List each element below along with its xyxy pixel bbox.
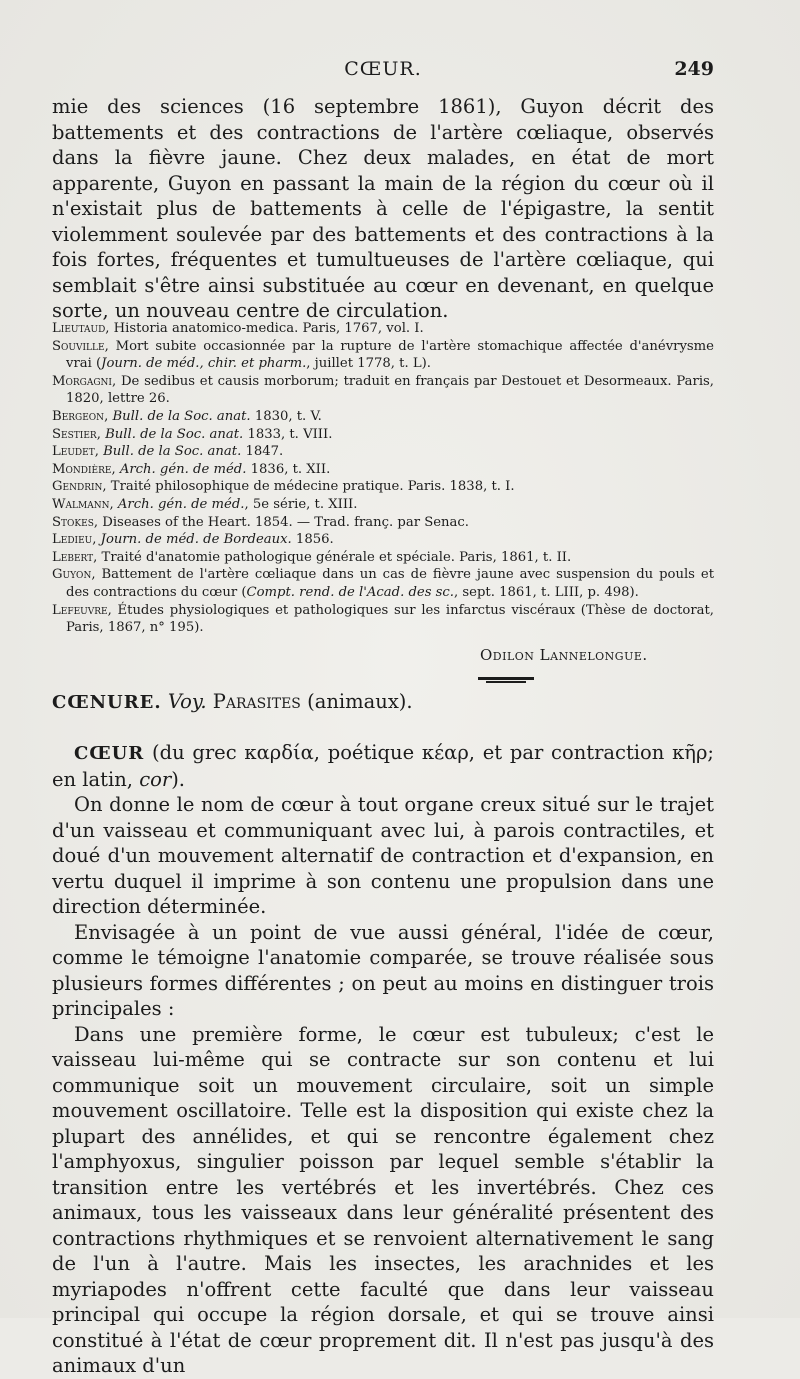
author-signature: Odilon Lannelongue. — [480, 646, 648, 664]
signature-rule — [486, 681, 526, 683]
bib-entry: Ledieu, Journ. de méd. de Bordeaux. 1856. — [52, 532, 334, 548]
latin-term: cor — [139, 767, 172, 791]
bibliography — [52, 320, 714, 637]
running-title: CŒUR. — [344, 58, 422, 80]
entry-headword: CŒUR — [74, 743, 145, 764]
paragraph-text: mie des sciences (16 septembre 1861), Guyon décrit des battements et des contractions de l'artère cœliaque, observés dans la fièvre jaune. Chez deux malades, en état de mort apparente, Guyon en passant la main de la région du cœur où il n'existait plus de battements à celle de l'épigastre, la sentit violemment soulevée par des battements et des contractions à la fois fortes, fréquentes et tumultueuses de l'artère cœliaque, qui semblait s'être ainsi substituée au cœur en devenant, en quelque sorte, un nouveau centre de circulation. — [52, 95, 714, 322]
bib-entry: Lieutaud, Historia anatomico-medica. Paris, 1767, vol. I. — [52, 321, 424, 336]
cross-reference-qualifier: (animaux). — [307, 690, 413, 713]
coeur-entry — [52, 740, 714, 1379]
paragraph: On donne le nom de cœur à tout organe creux situé sur le trajet d'un vaisseau et communiquant avec lui, à parois contractiles, et doué d'un mouvement alternatif de contraction et d'expansion, en vertu duquel il imprime à son contenu une propulsion dans une direction déterminée. — [52, 793, 714, 918]
etymology: (du grec καρδία, poétique κέαρ, et par contraction κῆρ; en latin, — [52, 741, 714, 791]
bib-entry: Stokes, Diseases of the Heart. 1854. — Trad. franç. par Senac. — [52, 514, 469, 530]
cross-reference-link[interactable]: Parasites — [212, 690, 301, 713]
page-header — [52, 58, 714, 84]
bib-entry: Lefeuvre, Études physiologiques et pathologiques sur les infarctus viscéraux (Thèse de doctorat, Paris, 1867, n° 195). — [52, 602, 714, 636]
bib-entry: Morgagni, De sedibus et causis morborum; traduit en français par Destouet et Desormeaux. Paris, 1820, lettre 26. — [52, 373, 714, 407]
bib-entry: Souville, Mort subite occasionnée par la rupture de l'artère stomachique affectée d'anévrysme vrai (Journ. de méd., chir. et pharm., juillet 1778, t. L). — [52, 338, 714, 372]
bib-entry: Gendrin, Traité philosophique de médecine pratique. Paris. 1838, t. I. — [52, 479, 515, 495]
paragraph: Envisagée à un point de vue aussi général, l'idée de cœur, comme le témoigne l'anatomie comparée, se trouve réalisée sous plusieurs formes différentes ; on peut au moins en distinguer trois principales : — [52, 920, 714, 1020]
bib-entry: Bergeon, Bull. de la Soc. anat. 1830, t. V. — [52, 408, 322, 424]
bib-entry: Mondière, Arch. gén. de méd. 1836, t. XII. — [52, 461, 331, 477]
coeur-heading: CŒUR (du grec καρδία, poétique κέαρ, et par contraction κῆρ; en latin, cor). — [52, 741, 714, 791]
page-number: 249 — [674, 58, 714, 80]
bib-entry: Lebert, Traité d'anatomie pathologique générale et spéciale. Paris, 1861, t. II. — [52, 549, 572, 565]
see-reference: Voy. — [167, 690, 207, 713]
paragraph: Dans une première forme, le cœur est tubuleux; c'est le vaisseau lui-même qui se contracte sur son contenu et lui communique soit un mouvement circulaire, soit un simple mouvement oscillatoire. Telle est la disposition qui existe chez la plupart des annélides, et qui se rencontre également chez l'amphyoxus, singulier poisson par lequel semble s'établir la transition entre les vertébrés et les invertébrés. Chez ces animaux, tous les vaisseaux dans leur généralité présentent des contractions rhythmiques et se renvoient alternativement le sang de l'un à l'autre. Mais les insectes, les arachnides et les myriapodes n'offrent cette faculté que dans leur vaisseau principal qui occupe la région dorsale, et qui se trouve ainsi constitué à l'état de cœur proprement dit. Il n'est pas jusqu'à des animaux d'un — [52, 1022, 714, 1377]
entry-headword: CŒNURE. — [52, 692, 162, 713]
bib-entry: Walmann, Arch. gén. de méd., 5e série, t. XIII. — [52, 496, 358, 512]
coenure-entry — [52, 689, 714, 716]
bib-entry: Sestier, Bull. de la Soc. anat. 1833, t. VIII. — [52, 426, 333, 442]
bib-entry: Leudet, Bull. de la Soc. anat. 1847. — [52, 444, 284, 460]
bib-entry: Guyon, Battement de l'artère cœliaque dans un cas de fièvre jaune avec suspension du pouls et des contractions du cœur (Compt. rend. de l'Acad. des sc., sept. 1861, t. LIII, p. 498). — [52, 567, 714, 600]
continuation-paragraph — [52, 94, 714, 324]
signature-rule — [478, 677, 534, 680]
